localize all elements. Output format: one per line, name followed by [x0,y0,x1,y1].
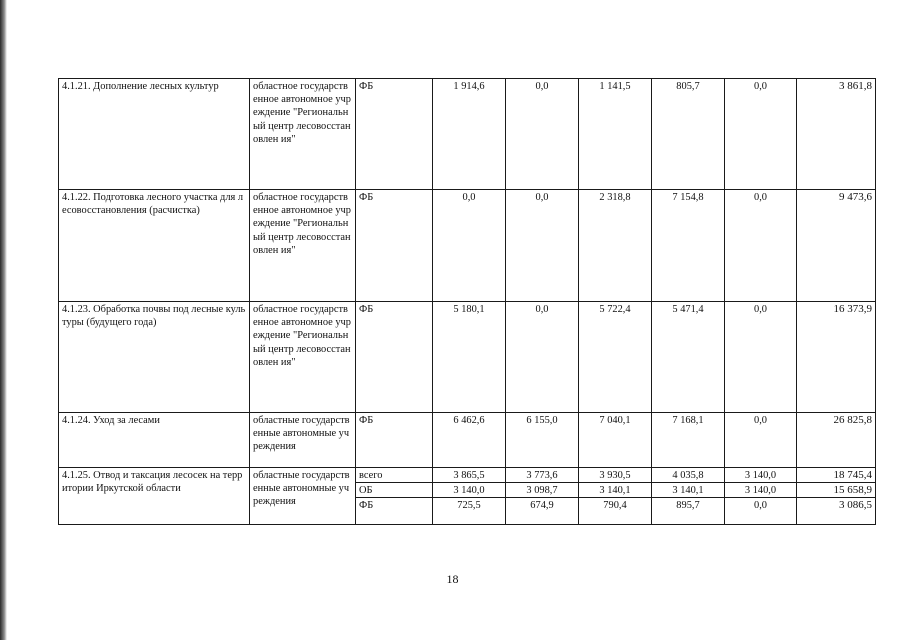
value-cell: 3 140,0 [725,483,797,498]
value-cell: 0,0 [725,79,797,190]
value-cell: 5 722,4 [579,302,652,413]
funding-source: всего [356,468,433,483]
funding-source: ОБ [356,483,433,498]
executor-org: областное государственное автономное учреждение "Региональный центр лесовосстановлен ия" [250,302,356,413]
value-cell: 1 141,5 [579,79,652,190]
value-cell: 3 140,1 [652,483,725,498]
value-cell: 6 155,0 [506,413,579,468]
table-row [59,468,876,483]
value-cell: 3 140,1 [579,483,652,498]
total-cell: 26 825,8 [797,413,876,468]
value-cell: 1 914,6 [433,79,506,190]
value-cell: 0,0 [725,498,797,525]
value-cell: 3 865,5 [433,468,506,483]
activity-name: 4.1.22. Подготовка лесного участка для лесовосстановления (расчистка) [59,190,250,302]
value-cell: 725,5 [433,498,506,525]
funding-source: ФБ [356,498,433,525]
table-row [59,302,876,413]
funding-source: ФБ [356,413,433,468]
value-cell: 2 318,8 [579,190,652,302]
total-cell: 9 473,6 [797,190,876,302]
value-cell: 6 462,6 [433,413,506,468]
value-cell: 3 140,0 [725,468,797,483]
activity-name: 4.1.24. Уход за лесами [59,413,250,468]
table-row [59,190,876,302]
value-cell: 674,9 [506,498,579,525]
total-cell: 3 086,5 [797,498,876,525]
table-row [59,413,876,468]
total-cell: 16 373,9 [797,302,876,413]
value-cell: 0,0 [725,190,797,302]
activity-name: 4.1.23. Обработка почвы под лесные культуры (будущего года) [59,302,250,413]
activity-name: 4.1.25. Отвод и таксация лесосек на территории Иркутской области [59,468,250,525]
value-cell: 3 930,5 [579,468,652,483]
total-cell: 18 745,4 [797,468,876,483]
value-cell: 805,7 [652,79,725,190]
value-cell: 790,4 [579,498,652,525]
funding-source: ФБ [356,190,433,302]
value-cell: 0,0 [506,302,579,413]
funding-source: ФБ [356,79,433,190]
value-cell: 5 471,4 [652,302,725,413]
financing-table [58,78,876,525]
executor-org: областные государственные автономные учреждения [250,413,356,468]
value-cell: 0,0 [433,190,506,302]
scan-edge-shadow [0,0,7,640]
value-cell: 0,0 [506,190,579,302]
executor-org: областные государственные автономные учреждения [250,468,356,525]
value-cell: 7 154,8 [652,190,725,302]
value-cell: 4 035,8 [652,468,725,483]
executor-org: областное государственное автономное учреждение "Региональный центр лесовосстановлен ия" [250,79,356,190]
value-cell: 3 140,0 [433,483,506,498]
value-cell: 0,0 [725,413,797,468]
value-cell: 3 773,6 [506,468,579,483]
funding-source: ФБ [356,302,433,413]
value-cell: 7 040,1 [579,413,652,468]
value-cell: 7 168,1 [652,413,725,468]
value-cell: 895,7 [652,498,725,525]
activity-name: 4.1.21. Дополнение лесных культур [59,79,250,190]
value-cell: 0,0 [725,302,797,413]
value-cell: 3 098,7 [506,483,579,498]
value-cell: 0,0 [506,79,579,190]
executor-org: областное государственное автономное учреждение "Региональный центр лесовосстановлен ия" [250,190,356,302]
table-row [59,79,876,190]
total-cell: 15 658,9 [797,483,876,498]
value-cell: 5 180,1 [433,302,506,413]
total-cell: 3 861,8 [797,79,876,190]
page-number: 18 [446,572,459,586]
